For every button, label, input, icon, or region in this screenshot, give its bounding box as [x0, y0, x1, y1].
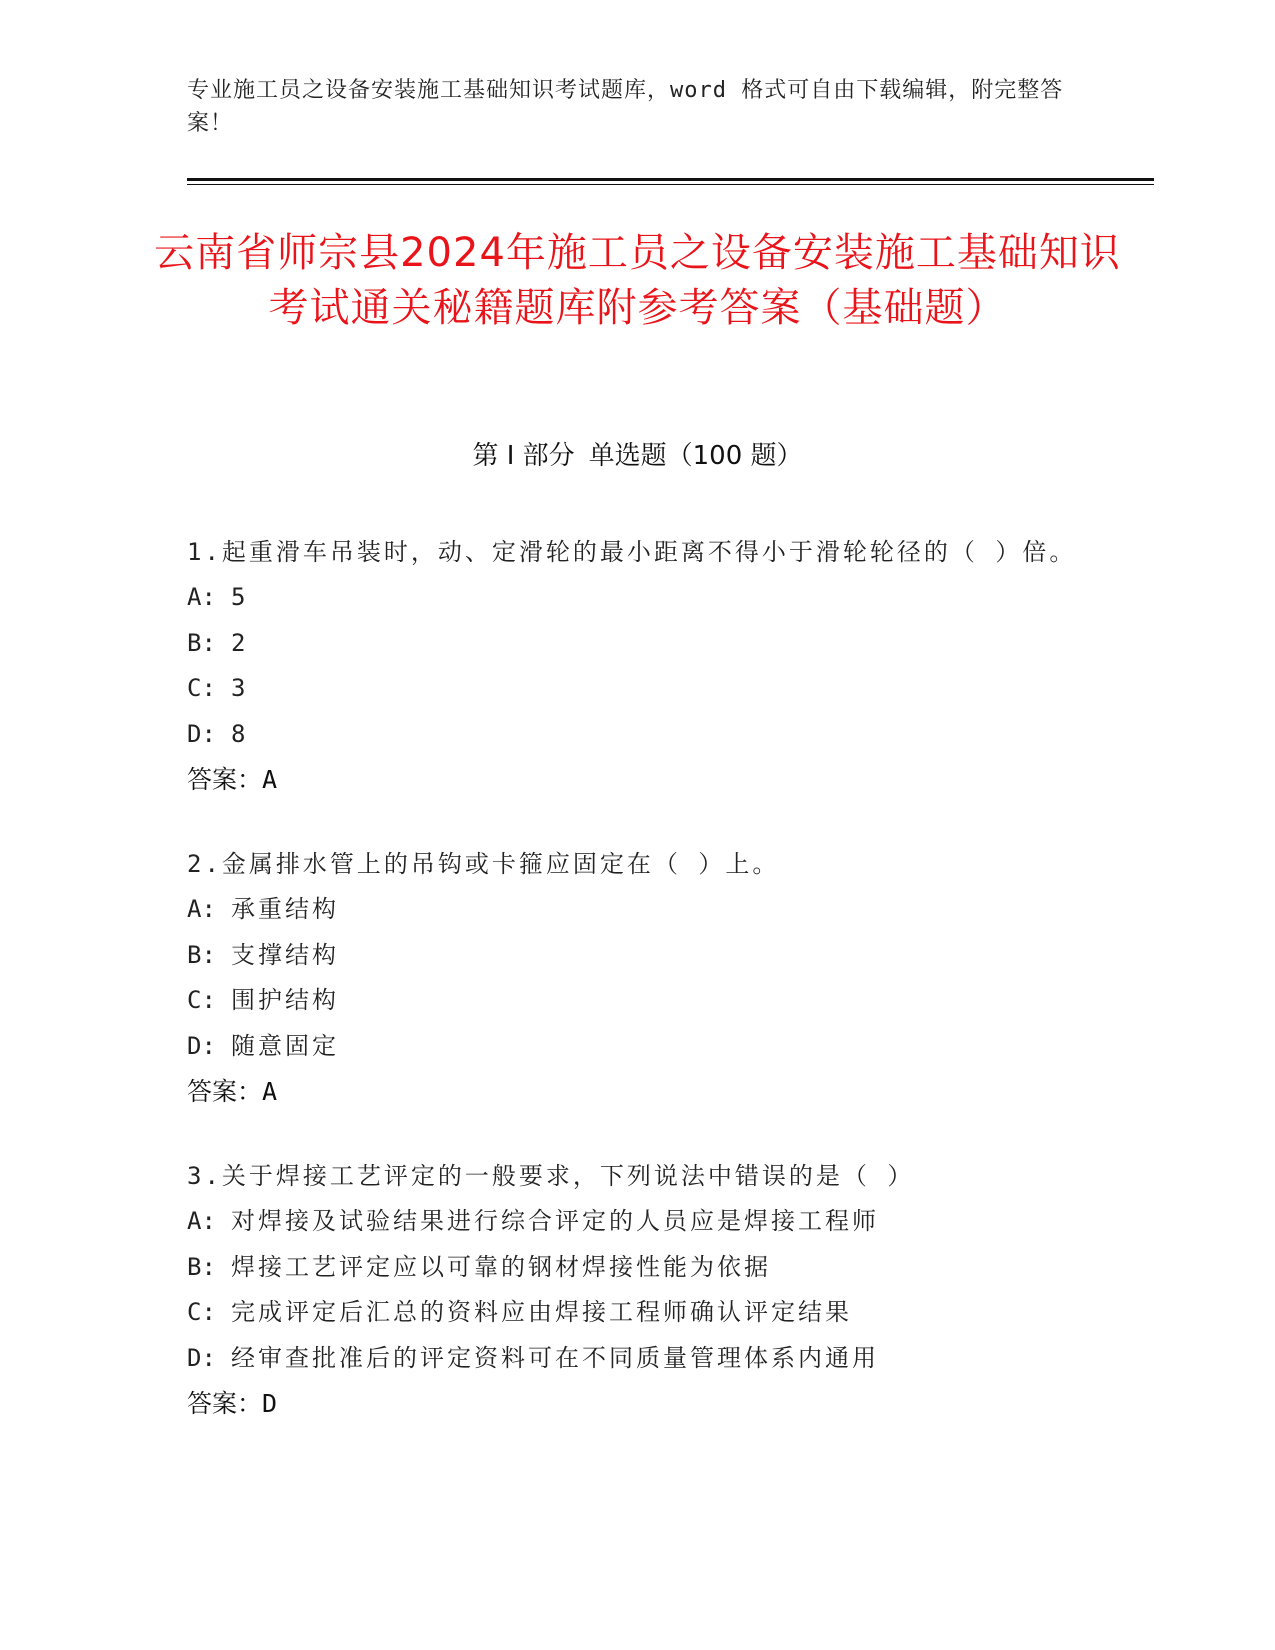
option-letter: B:	[187, 628, 216, 657]
section-heading	[0, 438, 1275, 474]
option-letter: A:	[187, 1207, 216, 1235]
header-divider-thick	[187, 178, 1154, 181]
answer-value: D	[262, 1389, 278, 1418]
option-text: 完成评定后汇总的资料应由焊接工程师确认评定结果	[231, 1298, 852, 1326]
question-item	[187, 842, 1077, 1115]
answer-label: 答案：	[187, 1077, 263, 1106]
option-letter: D:	[187, 719, 216, 748]
option-letter: C:	[187, 674, 216, 702]
option-d	[187, 712, 1077, 758]
option-text: 随意固定	[231, 1031, 339, 1060]
answer-line	[187, 1069, 1077, 1115]
question-stem: 1.起重滑车吊装时，动、定滑轮的最小距离不得小于滑轮轮径的（ ）倍。	[187, 538, 1077, 566]
option-letter: C:	[187, 1298, 216, 1326]
option-letter: B:	[187, 1252, 216, 1281]
question-item	[187, 530, 1077, 803]
answer-line	[187, 757, 1077, 803]
option-c	[187, 978, 1077, 1024]
option-c	[187, 1290, 1077, 1336]
section-part: 第 I 部分	[472, 441, 575, 471]
option-b	[187, 1245, 1077, 1291]
option-c	[187, 666, 1077, 712]
question-list	[187, 530, 1077, 1466]
header-divider-thin	[187, 184, 1154, 185]
option-letter: C:	[187, 986, 216, 1014]
question-item	[187, 1154, 1077, 1427]
option-d	[187, 1024, 1077, 1070]
option-d	[187, 1336, 1077, 1382]
option-letter: A:	[187, 583, 216, 611]
option-letter: D:	[187, 1031, 216, 1060]
option-text: 8	[231, 719, 249, 748]
answer-label: 答案：	[187, 765, 263, 794]
option-b	[187, 621, 1077, 667]
option-text: 经审查批准后的评定资料可在不同质量管理体系内通用	[231, 1343, 879, 1372]
option-text: 2	[231, 628, 249, 657]
option-letter: B:	[187, 940, 216, 969]
option-letter: A:	[187, 895, 216, 923]
option-text: 对焊接及试验结果进行综合评定的人员应是焊接工程师	[231, 1207, 879, 1235]
answer-value: A	[262, 765, 278, 794]
option-letter: D:	[187, 1343, 216, 1372]
option-a	[187, 1199, 1077, 1245]
option-text: 焊接工艺评定应以可靠的钢材焊接性能为依据	[231, 1252, 771, 1281]
header-note: 专业施工员之设备安装施工基础知识考试题库，word 格式可自由下载编辑，附完整答案！	[187, 78, 1064, 136]
option-text: 围护结构	[231, 986, 339, 1014]
question-stem: 2.金属排水管上的吊钩或卡箍应固定在（ ）上。	[187, 850, 780, 878]
option-b	[187, 933, 1077, 979]
option-text: 支撑结构	[231, 940, 339, 969]
option-a	[187, 887, 1077, 933]
option-text: 3	[231, 674, 249, 702]
answer-line	[187, 1381, 1077, 1427]
answer-value: A	[262, 1077, 278, 1106]
answer-label: 答案：	[187, 1389, 263, 1418]
option-a	[187, 575, 1077, 621]
question-stem: 3.关于焊接工艺评定的一般要求，下列说法中错误的是（ ）	[187, 1162, 915, 1190]
section-name: 单选题（100 题）	[588, 441, 803, 471]
option-text: 承重结构	[231, 895, 339, 923]
document-title: 云南省师宗县2024年施工员之设备安装施工基础知识考试通关秘籍题库附参考答案（基础题）	[154, 230, 1121, 331]
option-text: 5	[231, 583, 249, 611]
